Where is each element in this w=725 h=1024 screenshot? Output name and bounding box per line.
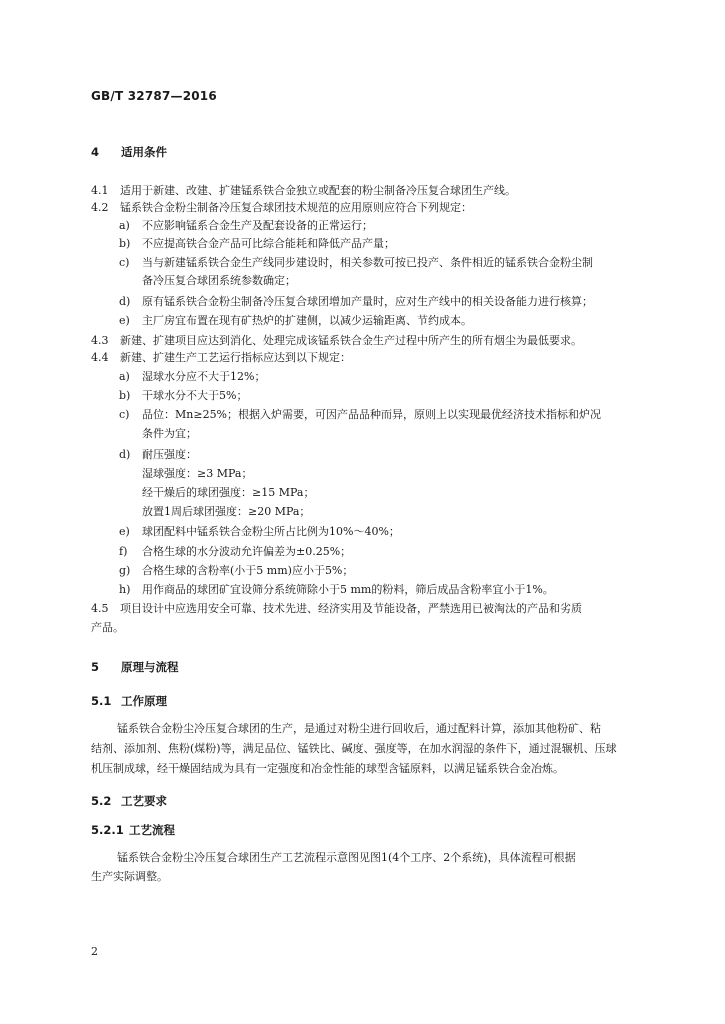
clause-number: 4.2	[91, 201, 109, 214]
list-item-continuation: 放置1周后球团强度：≥20 MPa；	[142, 505, 311, 518]
list-item: 合格生球的含粉率(小于5 mm)应小于5%；	[142, 564, 354, 577]
clause-text-continuation: 产品。	[91, 621, 124, 634]
list-item-continuation: 备冷压复合球团系统参数确定；	[142, 274, 296, 287]
clause-text: 新建、扩建项目应达到消化、处理完成该锰系铁合金生产过程中所产生的所有烟尘为最低要求。	[120, 334, 582, 347]
list-label: e)	[119, 314, 130, 327]
list-label: e)	[119, 525, 130, 538]
subsection-5-2-heading	[91, 793, 167, 809]
list-label: a)	[119, 219, 130, 232]
subsection-5-2-1-heading	[91, 822, 175, 838]
list-item: 湿球水分应不大于12%；	[142, 370, 266, 383]
list-item: 合格生球的水分波动允许偏差为±0.25%；	[142, 545, 352, 558]
list-label: f)	[119, 545, 128, 558]
clause-number: 4.4	[91, 351, 109, 364]
subsection-5-1-heading	[91, 693, 167, 709]
page-number: 2	[91, 945, 98, 958]
list-label: d)	[119, 295, 131, 308]
list-item-continuation: 经干燥后的球团强度：≥15 MPa；	[142, 486, 315, 499]
section-5-heading	[91, 659, 179, 675]
list-item: 球团配料中锰系铁合金粉尘所占比例为10%～40%；	[142, 525, 400, 538]
paragraph-line: 锰系铁合金粉尘冷压复合球团的生产，是通过对粉尘进行回收后，通过配料计算，添加其他粉矿、粘	[117, 722, 601, 735]
list-item: 耐压强度：	[142, 448, 197, 461]
clause-text: 项目设计中应选用安全可靠、技术先进、经济实用及节能设备，严禁选用已被淘汰的产品和劣质	[120, 602, 582, 615]
section-number: 5	[91, 660, 100, 674]
list-item: 品位：Mn≥25%；根据入炉需要，可因产品品种而异，原则上以实现最优经济技术指标和炉况	[142, 408, 602, 421]
clause-number: 4.3	[91, 334, 109, 347]
list-label: c)	[119, 408, 130, 421]
section-4-heading	[91, 144, 167, 160]
paragraph-line: 生产实际调整。	[91, 870, 168, 883]
section-title: 工艺流程	[129, 823, 175, 837]
list-label: c)	[119, 256, 130, 269]
list-item-continuation: 湿球强度：≥3 MPa；	[142, 467, 253, 480]
clause-text: 新建、扩建生产工艺运行指标应达到以下规定：	[120, 351, 351, 364]
list-item: 当与新建锰系铁合金生产线同步建设时，相关参数可按已投产、条件相近的锰系铁合金粉尘制	[142, 256, 593, 269]
list-label: h)	[119, 583, 131, 596]
section-number: 5.2	[91, 794, 112, 808]
section-title: 原理与流程	[121, 660, 179, 674]
clause-text: 适用于新建、改建、扩建锰系铁合金独立或配套的粉尘制备冷压复合球团生产线。	[120, 184, 516, 197]
section-title: 工作原理	[121, 694, 167, 708]
list-label: b)	[119, 389, 131, 402]
clause-number: 4.5	[91, 602, 109, 615]
paragraph-line: 结剂、添加剂、焦粉(煤粉)等，满足品位、锰铁比、碱度、强度等，在加水润湿的条件下，通过混辗机、压球	[91, 742, 617, 755]
list-label: b)	[119, 237, 131, 250]
clause-text: 锰系铁合金粉尘制备冷压复合球团技术规范的应用原则应符合下列规定：	[120, 201, 472, 214]
list-item: 不应影响锰系合金生产及配套设备的正常运行；	[142, 219, 373, 232]
list-item-continuation: 条件为宜；	[142, 427, 197, 440]
list-label: a)	[119, 370, 130, 383]
section-number: 4	[91, 145, 100, 159]
list-item: 原有锰系铁合金粉尘制备冷压复合球团增加产量时，应对生产线中的相关设备能力进行核算；	[142, 295, 593, 308]
list-item: 干球水分不大于5%；	[142, 389, 248, 402]
section-number: 5.1	[91, 694, 112, 708]
list-item: 主厂房宜布置在现有矿热炉的扩建侧，以减少运输距离、节约成本。	[142, 314, 472, 327]
list-label: d)	[119, 448, 131, 461]
list-label: g)	[119, 564, 131, 577]
section-title: 适用条件	[121, 145, 167, 159]
clause-number: 4.1	[91, 184, 109, 197]
section-title: 工艺要求	[121, 794, 167, 808]
paragraph-line: 锰系铁合金粉尘冷压复合球团生产工艺流程示意图见图1(4个工序、2个系统)，具体流程可根据	[117, 851, 576, 864]
list-item: 用作商品的球团矿宜设筛分系统筛除小于5 mm的粉料，筛后成品含粉率宜小于1%。	[142, 583, 554, 596]
section-number: 5.2.1	[91, 823, 124, 837]
list-item: 不应提高铁合金产品可比综合能耗和降低产品产量；	[142, 237, 395, 250]
paragraph-line: 机压制成球，经干燥固结成为具有一定强度和冶金性能的球型含锰原料，以满足锰系铁合金冶炼。	[91, 762, 564, 775]
standard-header: GB/T 32787—2016	[91, 89, 217, 103]
